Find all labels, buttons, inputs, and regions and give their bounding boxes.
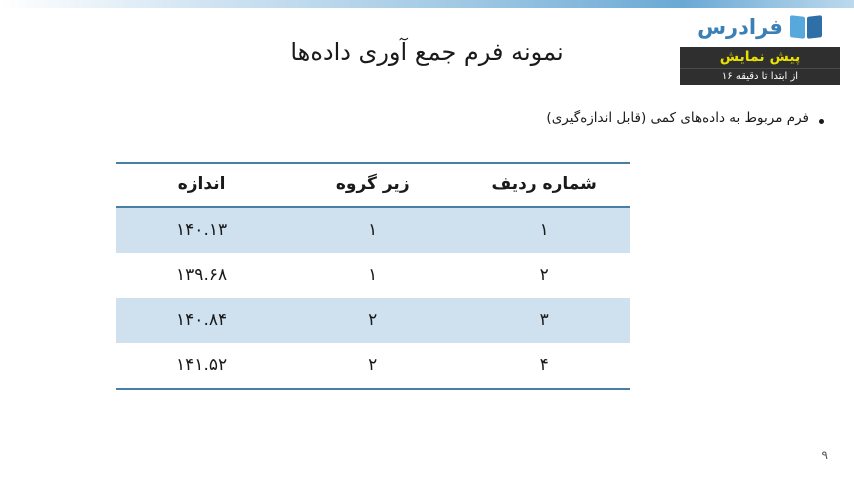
table-header-cell-measurement: اندازه [116, 163, 287, 207]
page-title: نمونه فرم جمع آوری داده‌ها [290, 38, 564, 66]
bullet-item [546, 110, 824, 126]
table-row [116, 298, 630, 343]
table-header-cell-subgroup: زیر گروه [287, 163, 458, 207]
bullet-text: فرم مربوط به داده‌های کمی (قابل اندازه‌گیری) [546, 110, 809, 126]
table-row [116, 207, 630, 253]
preview-badge: پیش نمایش [680, 47, 840, 68]
table-cell-measurement: ۱۴۰.۸۴ [116, 298, 287, 343]
table-cell-subgroup: ۱ [287, 207, 458, 253]
brand-name: فرادرس [697, 15, 783, 39]
table-header-cell-row-number: شماره ردیف [458, 163, 630, 207]
open-book-icon [789, 14, 823, 40]
table-cell-measurement: ۱۴۱.۵۲ [116, 343, 287, 389]
table-header [116, 163, 630, 207]
table-header-row [116, 163, 630, 207]
bullet-dot-icon [819, 119, 824, 124]
page-number: ۹ [821, 448, 828, 462]
table-row [116, 343, 630, 389]
table-cell-row-number: ۱ [458, 207, 630, 253]
table-cell-measurement: ۱۴۰.۱۳ [116, 207, 287, 253]
table-row [116, 253, 630, 298]
table-cell-subgroup: ۲ [287, 343, 458, 389]
table-cell-row-number: ۴ [458, 343, 630, 389]
table-body [116, 207, 630, 389]
top-decorative-band [0, 0, 854, 8]
data-collection-table [116, 162, 630, 390]
table-cell-subgroup: ۲ [287, 298, 458, 343]
table-cell-measurement: ۱۳۹.۶۸ [116, 253, 287, 298]
table-cell-subgroup: ۱ [287, 253, 458, 298]
table-cell-row-number: ۲ [458, 253, 630, 298]
table-cell-row-number: ۳ [458, 298, 630, 343]
preview-duration-label: از ابتدا تا دقیقه ۱۶ [680, 68, 840, 85]
